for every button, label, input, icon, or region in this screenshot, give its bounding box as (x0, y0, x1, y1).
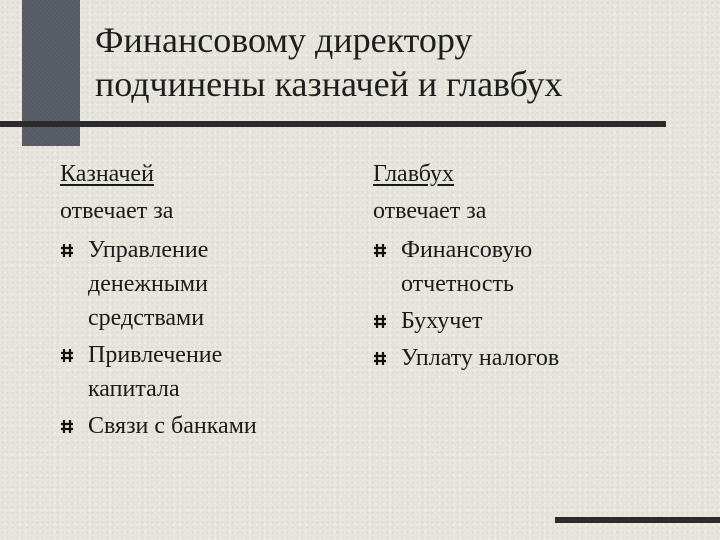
bullet-item (373, 233, 673, 301)
slide-title-line-1: Финансовому директору (95, 20, 473, 60)
bullet-line: Привлечение (88, 342, 223, 368)
chief-accountant-heading: Главбух (373, 161, 455, 187)
hash-bullet-icon (60, 348, 74, 363)
bullet-text (88, 338, 350, 406)
bullet-line: денежными (88, 271, 208, 297)
treasurer-intro: отвечает за (60, 198, 174, 224)
treasurer-column (60, 156, 350, 443)
chief-accountant-intro: отвечает за (373, 198, 487, 224)
bullet-text (88, 233, 350, 335)
bullet-line: Уплату налогов (401, 345, 560, 371)
hash-bullet-icon (373, 243, 387, 258)
bullet-item (60, 338, 350, 406)
bullet-text (401, 304, 673, 338)
bullet-line: Бухучет (401, 308, 483, 334)
hash-bullet-icon (60, 243, 74, 258)
bullet-line: средствами (88, 305, 205, 331)
bullet-line: Финансовую (401, 237, 533, 263)
bullet-item (60, 409, 350, 443)
bullet-line: отчетность (401, 271, 514, 297)
bullet-text (88, 409, 350, 443)
hash-bullet-icon (373, 351, 387, 366)
chief-accountant-column (373, 156, 673, 375)
footer-rule (555, 517, 720, 523)
title-divider (0, 121, 666, 127)
bullet-item (373, 304, 673, 338)
bullet-text (401, 233, 673, 301)
hash-bullet-icon (60, 419, 74, 434)
bullet-item (373, 341, 673, 375)
hash-bullet-icon (373, 314, 387, 329)
treasurer-heading: Казначей (60, 161, 154, 187)
bullet-item (60, 233, 350, 335)
slide-title-line-2: подчинены казначей и главбух (95, 64, 563, 104)
bullet-line: Связи с банками (88, 413, 257, 439)
bullet-line: Управление (88, 237, 209, 263)
bullet-line: капитала (88, 376, 180, 402)
slide-title (95, 18, 695, 106)
bullet-text (401, 341, 673, 375)
